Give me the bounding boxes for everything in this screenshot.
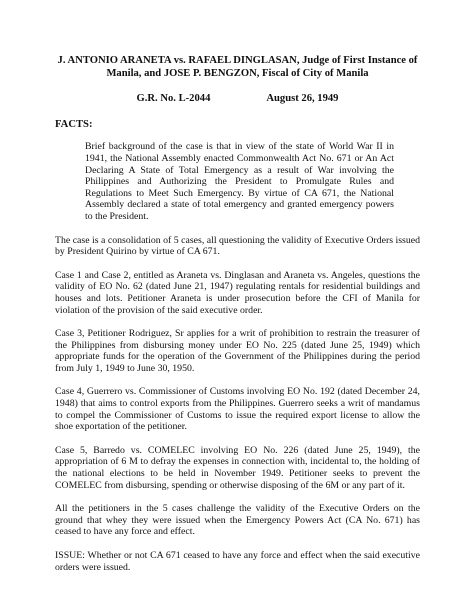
background-paragraph: Brief background of the case is that in view of the state of World War II in 1941, the National Assembly enacted Commonwealth Act No. 671 or An Act Declaring A State of Total Emergency as a result of War involving the Philippines and Authorizing the President to Promulgate Rules and Regulations to Meet Such Emergency. By virtue of CA 671, the National Assembly declared a state of total emergency and granted emergency powers to the President. <box>85 141 394 222</box>
paragraph-case-3: Case 3, Petitioner Rodriguez, Sr applies for a writ of prohibition to restrain the treasurer of the Philippines from disbursing money under EO No. 225 (dated June 25, 1949) which appropriate funds for the operation of the Government of the Philippines during the period from July 1, 1949 to June 30, 1950. <box>55 328 420 374</box>
facts-heading: FACTS: <box>55 118 93 130</box>
paragraph-case-4: Case 4, Guerrero vs. Commissioner of Customs involving EO No. 192 (dated December 24, 1948) that aims to control exports from the Philippines. Guerrero seeks a writ of mandamus to compel the Commissioner of Customs to issue the required export license to allow the shoe exportation of the petitioner. <box>55 386 420 433</box>
paragraph-petitioners: All the petitioners in the 5 cases challenge the validity of the Executive Orders on the ground that whey they were issued when the Emergency Powers Act (CA No. 671) has ceased to have any force and effect. <box>55 503 420 538</box>
case-title-line-1: J. ANTONIO ARANETA vs. RAFAEL DINGLASAN, Judge of First Instance of <box>57 55 418 66</box>
gr-number: G.R. No. L-2044 <box>136 93 211 105</box>
case-reference-line <box>55 93 420 106</box>
decision-date: August 26, 1949 <box>266 93 339 105</box>
paragraph-consolidation: The case is a consolidation of 5 cases, all questioning the validity of Executive Orders issued by President Quirino by virtue of CA 671. <box>55 234 420 258</box>
issue-paragraph: ISSUE: Whether or not CA 671 ceased to have any force and effect when the said executive orders were issued. <box>55 550 420 573</box>
paragraph-case-5: Case 5, Barredo vs. COMELEC involving EO No. 226 (dated June 25, 1949), the appropriation of 6 M to defray the expenses in connection with, incidental to, the holding of the national elections to be held in November 1949. Petitioner seeks to prevent the COMELEC from disbursing, spending or otherwise disposing of the 6M or any part of it. <box>55 444 420 491</box>
paragraph-case-1-2: Case 1 and Case 2, entitled as Araneta vs. Dinglasan and Araneta vs. Angeles, questions the validity of EO No. 62 (dated June 21, 1947) regulating rentals for residential buildings and houses and lots. Petitioner Araneta is under prosecution before the CFI of Manila for violation of the provision of the said executive order. <box>55 269 420 316</box>
case-title-line-2: Manila, and JOSE P. BENGZON, Fiscal of City of Manila <box>106 67 369 79</box>
